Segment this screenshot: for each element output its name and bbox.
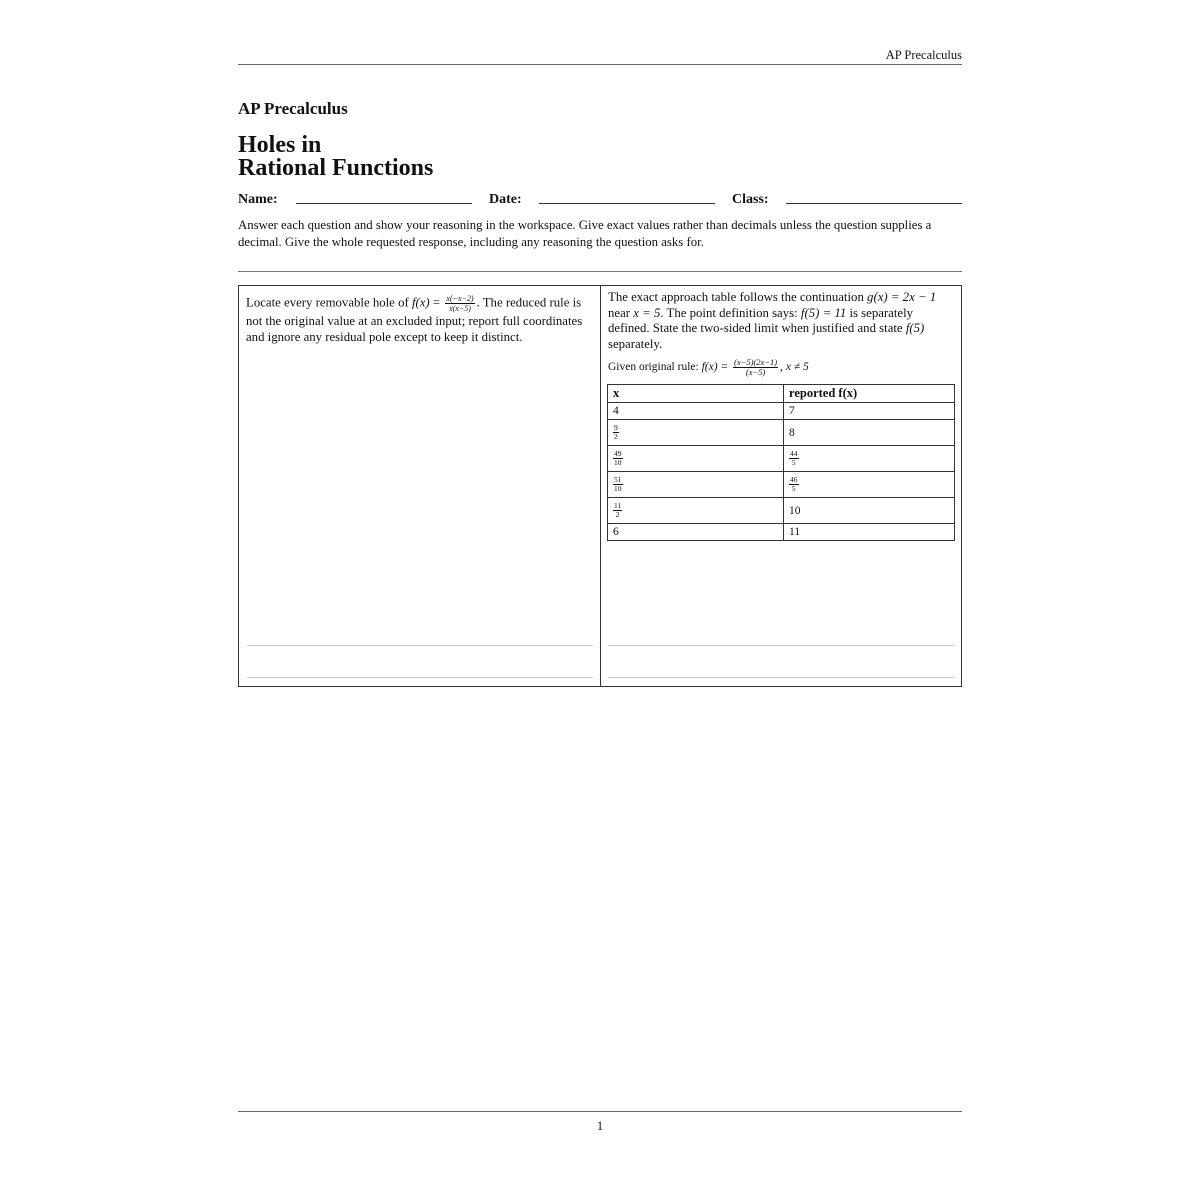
title-line-1: Holes in [238, 132, 322, 158]
header-x: x [608, 385, 784, 403]
q2-answer-line[interactable] [608, 677, 954, 678]
q2-text-e: separately. [608, 336, 663, 351]
date-field[interactable] [539, 203, 715, 204]
table-row [608, 446, 955, 472]
q1-intro: Locate every removable hole of [246, 295, 412, 310]
page-number: 1 [596, 1119, 604, 1133]
footer-rule [238, 1111, 962, 1112]
table-row [608, 472, 955, 498]
given-denominator: (x−5) [745, 367, 766, 377]
header-course: AP Precalculus [885, 48, 962, 62]
question-1 [246, 294, 596, 345]
cell-x: 4 [608, 403, 784, 420]
x-fraction [613, 450, 623, 468]
q2-near-point: x = 5 [633, 305, 661, 320]
cell-fx [784, 472, 955, 498]
q2-f5: f(5) [905, 321, 925, 335]
fx-denominator: 5 [791, 484, 796, 493]
given-condition: , x ≠ 5 [780, 361, 809, 374]
cell-fx: 8 [784, 420, 955, 446]
cell-fx [784, 446, 955, 472]
fx-fraction [789, 450, 799, 468]
cell-fx: 10 [784, 498, 955, 524]
q2-point-definition: f(5) = 11 [800, 305, 847, 320]
course-heading: AP Precalculus [238, 99, 348, 118]
q2-text-d: is separately defined. State the two-sided limit when justified and state [608, 305, 914, 335]
given-fraction [733, 358, 778, 377]
given-numerator: (x−5)(2x−1) [734, 357, 778, 367]
fx-fraction [789, 476, 799, 494]
question-2 [608, 290, 953, 352]
page-title [238, 134, 433, 180]
student-info-fields [238, 190, 962, 210]
name-field[interactable] [296, 203, 472, 204]
x-denominator: 10 [614, 458, 622, 467]
cell-x [608, 446, 784, 472]
fx-numerator: 46 [790, 474, 798, 484]
x-denominator: 2 [614, 432, 618, 441]
header-fx: reported f(x) [784, 385, 955, 403]
date-label: Date: [489, 192, 522, 207]
q1-equals: = [429, 295, 444, 310]
x-fraction [613, 476, 623, 494]
fx-denominator: 5 [791, 458, 796, 467]
x-numerator: 9 [614, 422, 618, 432]
class-label: Class: [732, 192, 769, 207]
x-fraction [613, 424, 619, 442]
given-label: Given original rule: [608, 361, 702, 374]
x-denominator: 2 [615, 510, 620, 519]
class-field[interactable] [786, 203, 962, 204]
fx-numerator: 44 [790, 448, 798, 458]
question-grid [238, 285, 962, 687]
instructions: Answer each question and show your reasoning in the workspace. Give exact values rather than decimals unless the question supplies a decimal. Give the whole requested response, including any reasoning the question asks for. [238, 218, 932, 249]
table-row [608, 403, 955, 420]
x-numerator: 49 [614, 448, 622, 458]
q1-fraction [445, 294, 474, 313]
section-divider [238, 271, 962, 272]
table-header-row [608, 385, 955, 403]
q1-text: . The reduced rule is not the original value at an excluded input; report full coordinates and ignore any residual pole except to keep it distinct. [246, 295, 583, 344]
q2-continuation-rule: g(x) = 2x − 1 [867, 290, 937, 304]
table-row [608, 498, 955, 524]
title-line-2: Rational Functions [238, 155, 434, 181]
x-numerator: 51 [614, 474, 622, 484]
cell-x [608, 472, 784, 498]
table-row [608, 524, 955, 541]
approach-table [607, 384, 955, 541]
x-fraction [613, 502, 622, 520]
x-denominator: 10 [614, 484, 622, 493]
cell-x [608, 420, 784, 446]
given-rule [608, 358, 809, 377]
q2-text-c: . The point definition says: [660, 305, 801, 320]
q1-numerator: x(−x−2) [446, 294, 474, 303]
table-row [608, 420, 955, 446]
given-function: f(x) = [701, 361, 732, 374]
q1-answer-line[interactable] [247, 645, 593, 646]
column-divider [600, 286, 601, 686]
running-header [238, 46, 962, 65]
cell-x: 6 [608, 524, 784, 541]
q1-function-name: f(x) [411, 295, 430, 310]
cell-fx: 11 [784, 524, 955, 541]
cell-fx: 7 [784, 403, 955, 420]
q1-answer-line[interactable] [247, 677, 593, 678]
name-label: Name: [238, 192, 278, 207]
q1-denominator: x(x−5) [449, 304, 471, 313]
q2-text-a: The exact approach table follows the continuation [608, 290, 868, 304]
x-numerator: 11 [614, 500, 622, 510]
q2-text-b: near [608, 305, 634, 320]
q2-answer-line[interactable] [608, 645, 954, 646]
cell-x [608, 498, 784, 524]
